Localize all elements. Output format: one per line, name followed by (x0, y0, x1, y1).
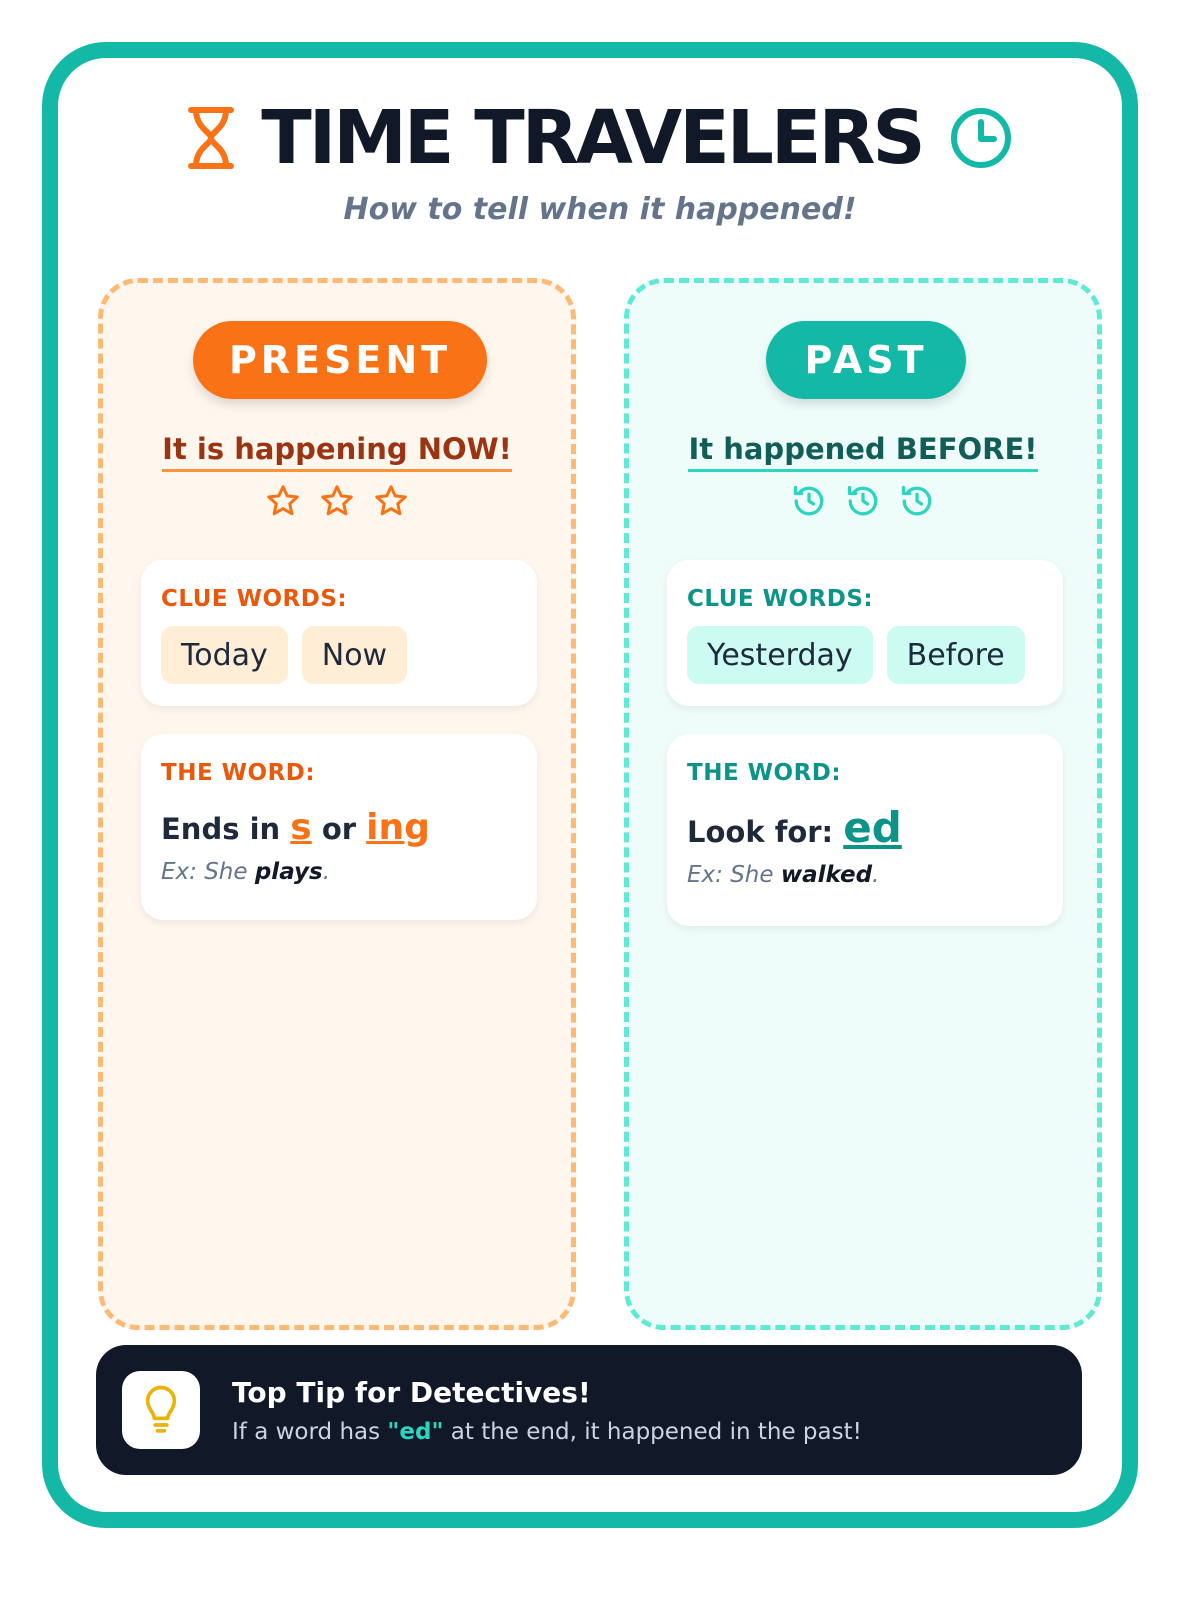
past-word-card (667, 734, 1063, 926)
present-example (161, 859, 517, 885)
ending-ed: ed (843, 803, 902, 852)
rule-connector: or (321, 812, 357, 846)
past-clue-chips (687, 626, 1043, 684)
example-end: . (872, 862, 880, 888)
subtitle: How to tell when it happened! (343, 192, 857, 227)
clock-icon (949, 106, 1013, 170)
example-word: walked (780, 862, 873, 888)
past-definition (629, 429, 1097, 472)
example-prefix: Ex: She (687, 862, 774, 888)
tip-title: Top Tip for Detectives! (232, 1376, 591, 1409)
ending-s: s (290, 807, 312, 848)
history-icon (899, 483, 935, 519)
past-clue-label: CLUE WORDS: (687, 586, 874, 612)
example-prefix: Ex: She (161, 859, 248, 885)
example-word: plays (254, 859, 323, 885)
past-badge: PAST (766, 321, 966, 399)
star-icon (319, 483, 355, 519)
past-definition-text: It happened BEFORE! (688, 429, 1037, 472)
past-example (687, 862, 1043, 888)
present-column (98, 278, 576, 1330)
present-word-card (141, 734, 537, 920)
present-word-label: THE WORD: (161, 760, 316, 786)
present-clue-chips (161, 626, 517, 684)
history-icon (845, 483, 881, 519)
present-clue-card (141, 560, 537, 706)
clue-word-chip: Now (302, 626, 407, 684)
lightbulb-icon (122, 1371, 200, 1449)
tip-highlight: "ed" (387, 1419, 444, 1445)
star-icon (373, 483, 409, 519)
present-icons (103, 483, 571, 519)
present-definition-text: It is happening NOW! (162, 429, 512, 472)
past-clue-card (667, 560, 1063, 706)
past-word-label: THE WORD: (687, 760, 842, 786)
present-clue-label: CLUE WORDS: (161, 586, 348, 612)
title-row (0, 96, 1200, 180)
clue-word-chip: Before (887, 626, 1025, 684)
present-rule (161, 806, 517, 851)
present-badge: PRESENT (193, 321, 487, 399)
clue-word-chip: Today (161, 626, 288, 684)
clue-word-chip: Yesterday (687, 626, 873, 684)
ending-ing: ing (366, 807, 430, 848)
past-icons (629, 483, 1097, 519)
tip-text-before: If a word has (232, 1419, 381, 1445)
rule-prefix: Look for: (687, 815, 834, 849)
history-icon (791, 483, 827, 519)
rule-prefix: Ends in (161, 812, 281, 846)
tip-text-after: at the end, it happened in the past! (450, 1419, 862, 1445)
tip-text (232, 1417, 862, 1447)
example-end: . (322, 859, 330, 885)
tip-banner (96, 1345, 1082, 1475)
present-definition (103, 429, 571, 472)
page-title: TIME TRAVELERS (261, 95, 923, 181)
hourglass-icon (187, 106, 235, 170)
star-icon (265, 483, 301, 519)
past-rule (687, 803, 1043, 854)
past-column (624, 278, 1102, 1330)
